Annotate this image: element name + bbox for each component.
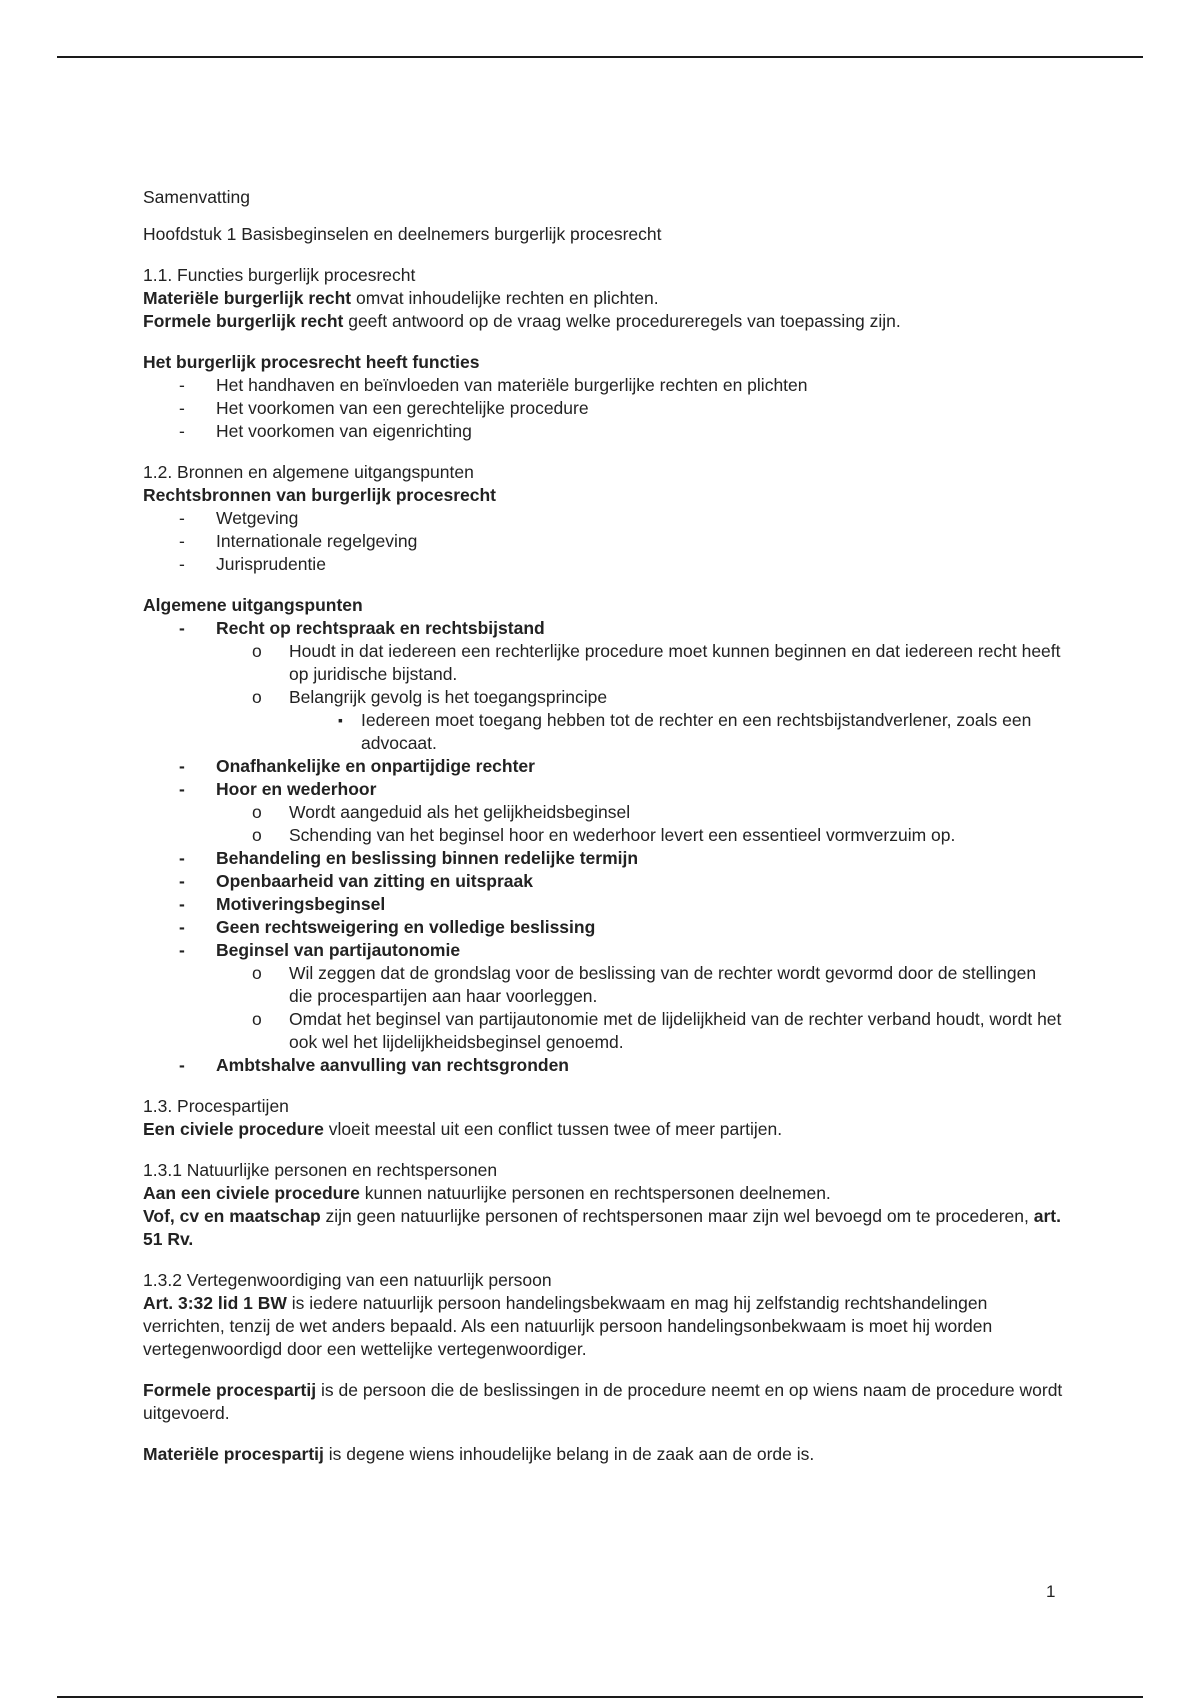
section-heading: 1.3.1 Natuurlijke personen en rechtspersonen bbox=[143, 1160, 498, 1180]
page-number: 1 bbox=[1046, 1582, 1056, 1601]
list-item: - Hoor en wederhoor bbox=[179, 779, 377, 799]
definition: Aan een civiele procedure kunnen natuurlijke personen en rechtspersonen deelnemen. bbox=[143, 1183, 831, 1203]
circle-marker: o bbox=[252, 641, 262, 661]
dash-marker: - bbox=[179, 398, 185, 418]
definition: Art. 3:32 lid 1 BW is iedere natuurlijk persoon handelingsbekwaam en mag hij zelfstandig rechtshandelingen verrichten, tenzij de wet anders bepaald. Als een natuurlijk persoon handelingsonbekwaam is moet hij worden vertegenwoordigd door een wettelijke vertegenwoordiger. bbox=[143, 1293, 993, 1359]
subheading: Algemene uitgangspunten bbox=[143, 595, 363, 615]
term: Formele burgerlijk recht bbox=[143, 311, 344, 331]
sub-list-item: o Belangrijk gevolg is het toegangsprincipe bbox=[252, 687, 608, 707]
list-item: - Het voorkomen van eigenrichting bbox=[179, 421, 472, 441]
sub-list-item: o Wordt aangeduid als het gelijkheidsbeginsel bbox=[252, 802, 631, 822]
circle-marker: o bbox=[252, 963, 262, 983]
definition: Formele procespartij is de persoon die de beslissingen in de procedure neemt en op wiens naam de procedure wordt uitgevoerd. bbox=[143, 1380, 1063, 1423]
section-heading: 1.3. Procespartijen bbox=[143, 1096, 289, 1116]
legal-reference: art. 51 Rv. bbox=[143, 1206, 1061, 1249]
term: Materiële procespartij bbox=[143, 1444, 324, 1464]
dash-marker: - bbox=[179, 508, 185, 528]
term: Formele procespartij bbox=[143, 1380, 317, 1400]
definition bbox=[143, 287, 1063, 310]
dash-marker: - bbox=[179, 421, 185, 441]
sub-list-item: o Schending van het beginsel hoor en wederhoor levert een essentieel vormverzuim op. bbox=[252, 825, 956, 845]
dash-marker: - bbox=[179, 871, 185, 891]
square-bullet-icon: ▪ bbox=[338, 712, 343, 728]
dash-marker: - bbox=[179, 375, 185, 395]
doc-title: Samenvatting bbox=[143, 187, 251, 207]
list-item: - Openbaarheid van zitting en uitspraak bbox=[179, 871, 534, 891]
list-item: - Het handhaven en beïnvloeden van materiële burgerlijke rechten en plichten bbox=[179, 375, 808, 395]
document-body bbox=[143, 186, 1063, 1466]
dash-marker: - bbox=[179, 848, 185, 868]
section-heading: 1.1. Functies burgerlijk procesrecht bbox=[143, 265, 416, 285]
header-rule bbox=[57, 56, 1143, 58]
list-item: - Internationale regelgeving bbox=[179, 531, 418, 551]
sub-list-item: o Wil zeggen dat de grondslag voor de beslissing van de rechter wordt gevormd door de stellingen die procespartijen aan haar voorleggen. bbox=[252, 963, 1037, 1006]
section-heading: 1.2. Bronnen en algemene uitgangspunten bbox=[143, 462, 474, 482]
list-item: - Beginsel van partijautonomie bbox=[179, 940, 461, 960]
list-item: - Jurisprudentie bbox=[179, 554, 326, 574]
circle-marker: o bbox=[252, 687, 262, 707]
dash-marker: - bbox=[179, 554, 185, 574]
sub-list-item: o Houdt in dat iedereen een rechterlijke procedure moet kunnen beginnen en dat iedereen recht heeft op juridische bijstand. bbox=[252, 641, 1061, 684]
legal-reference: Art. 3:32 lid 1 BW bbox=[143, 1293, 287, 1313]
definition-text: geeft antwoord op de vraag welke procedureregels van toepassing zijn. bbox=[343, 311, 901, 331]
list-item: - Recht op rechtspraak en rechtsbijstand bbox=[179, 618, 545, 638]
dash-marker: - bbox=[179, 917, 185, 937]
term: Aan een civiele procedure bbox=[143, 1183, 360, 1203]
sub-sub-list-item: ▪ Iedereen moet toegang hebben tot de rechter en een rechtsbijstandverlener, zoals een advocaat. bbox=[338, 710, 1032, 753]
list-item: - Onafhankelijke en onpartijdige rechter bbox=[179, 756, 535, 776]
list-item: - Behandeling en beslissing binnen redelijke termijn bbox=[179, 848, 639, 868]
definition-text: omvat inhoudelijke rechten en plichten. bbox=[351, 288, 659, 308]
dash-marker: - bbox=[179, 779, 185, 799]
list-item: - Geen rechtsweigering en volledige beslissing bbox=[179, 917, 596, 937]
definition: Materiële procespartij is degene wiens inhoudelijke belang in de zaak aan de orde is. bbox=[143, 1444, 815, 1464]
list-item: - Motiveringsbeginsel bbox=[179, 894, 386, 914]
circle-marker: o bbox=[252, 802, 262, 822]
definition bbox=[143, 310, 1063, 333]
list-item: - Het voorkomen van een gerechtelijke procedure bbox=[179, 398, 589, 418]
circle-marker: o bbox=[252, 1009, 262, 1029]
dash-marker: - bbox=[179, 1055, 185, 1075]
dash-marker: - bbox=[179, 940, 185, 960]
dash-marker: - bbox=[179, 618, 185, 638]
list-item: - Ambtshalve aanvulling van rechtsgronden bbox=[179, 1055, 569, 1075]
term: Een civiele procedure bbox=[143, 1119, 324, 1139]
term: Materiële burgerlijk recht bbox=[143, 288, 352, 308]
list-item: - Wetgeving bbox=[179, 508, 299, 528]
dash-marker: - bbox=[179, 756, 185, 776]
footer-rule bbox=[57, 1696, 1143, 1698]
dash-marker: - bbox=[179, 894, 185, 914]
definition: Een civiele procedure vloeit meestal uit een conflict tussen twee of meer partijen. bbox=[143, 1119, 783, 1139]
subheading: Rechtsbronnen van burgerlijk procesrecht bbox=[143, 485, 497, 505]
subheading: Het burgerlijk procesrecht heeft functies bbox=[143, 352, 480, 372]
chapter-heading: Hoofdstuk 1 Basisbeginselen en deelnemers burgerlijk procesrecht bbox=[143, 224, 662, 244]
dash-marker: - bbox=[179, 531, 185, 551]
term: Vof, cv en maatschap bbox=[143, 1206, 321, 1226]
definition: Vof, cv en maatschap zijn geen natuurlijke personen of rechtspersonen maar zijn wel bevoegd om te procederen, art. 51 Rv. bbox=[143, 1206, 1061, 1249]
sub-list-item: o Omdat het beginsel van partijautonomie met de lijdelijkheid van de rechter verband houdt, wordt het ook wel het lijdelijkheidsbeginsel genoemd. bbox=[252, 1009, 1062, 1052]
section-heading: 1.3.2 Vertegenwoordiging van een natuurlijk persoon bbox=[143, 1270, 552, 1290]
circle-marker: o bbox=[252, 825, 262, 845]
